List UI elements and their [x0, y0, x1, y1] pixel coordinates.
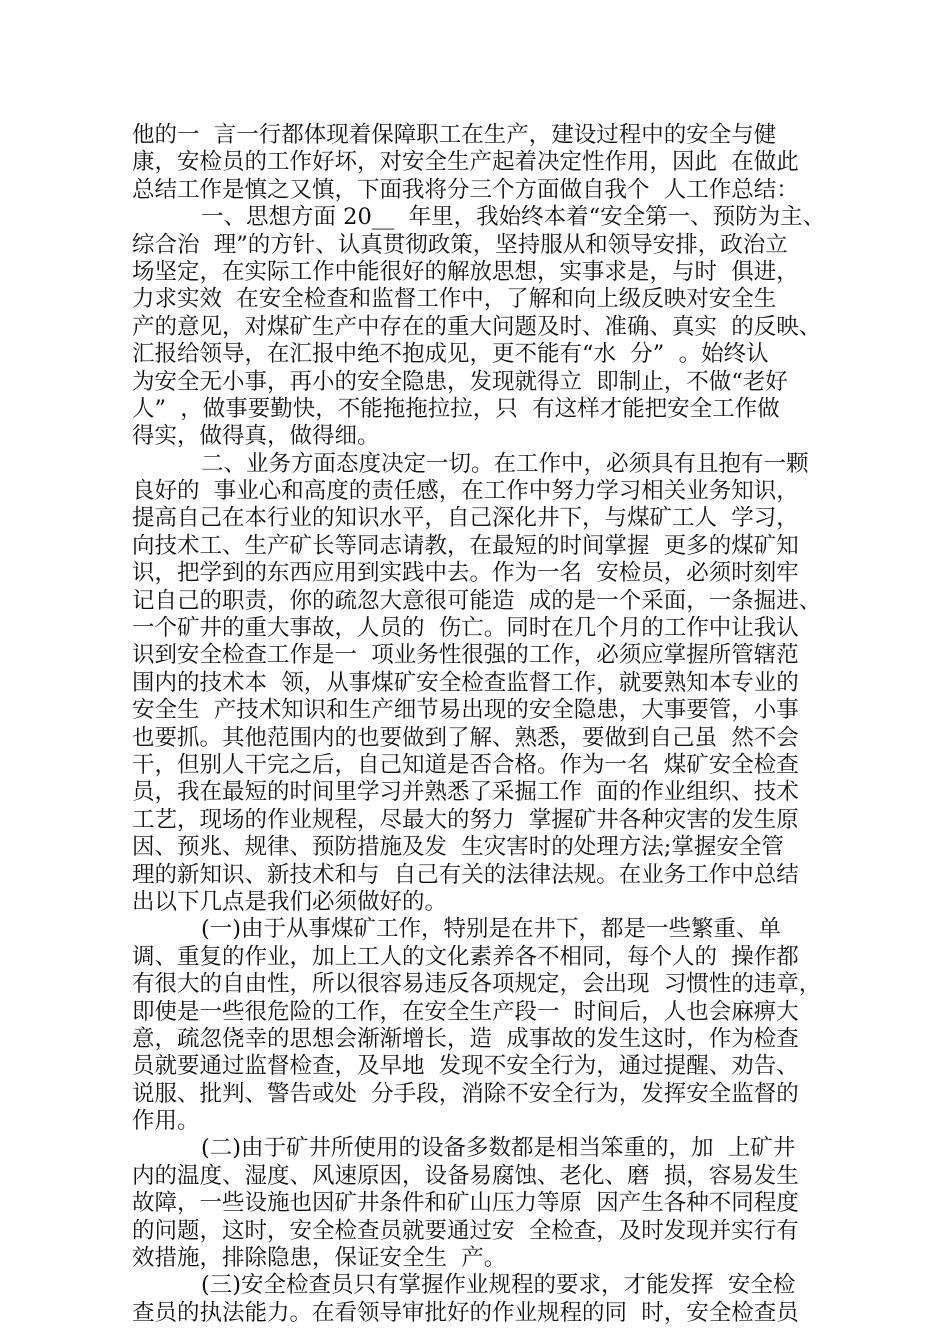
text-line: 的问题，这时，安全检查员就要通过安 全检查，及时发现并实行有 [132, 1217, 799, 1244]
text-line: 向技术工、生产矿长等同志请教，在最短的时间掌握 更多的煤矿知 [132, 532, 799, 559]
text-line: 内的温度、湿度、风速原因，设备易腐蚀、老化、磨 损，容易发生 [132, 1162, 799, 1189]
text-line: 安全生 产技术知识和生产细节易出现的安全隐患，大事要管，小事 [132, 697, 799, 724]
text-line: 效措施，排除隐患，保证安全生 产。 [132, 1245, 507, 1272]
paragraph-first-line: (三)安全检查员只有掌握作业规程的要求，才能发挥 安全检 [201, 1272, 796, 1299]
text-line: 工艺，现场的作业规程，尽最大的努力 掌握矿井各种灾害的发生原 [132, 806, 799, 833]
paragraph-first-line: 一、思想方面 20__ 年里，我始终本着“安全第一、预防为主、 [201, 204, 826, 231]
text-line: 有很大的自由性，所以很容易违反各项规定，会出现 习惯性的违章， [132, 971, 822, 998]
text-line: 也要抓。其他范围内的也要做到了解、熟悉，要做到自己虽 然不会 [132, 724, 799, 751]
document-body [132, 122, 826, 1327]
paragraph-first-line: (二)由于矿井所使用的设备多数都是相当笨重的，加 上矿井 [201, 1135, 796, 1162]
text-line: 查员的执法能力。在看领导审批好的作业规程的同 时，安全检查员 [132, 1299, 799, 1326]
text-line: 识，把学到的东西应用到实践中去。作为一名 安检员，必须时刻牢 [132, 560, 799, 587]
text-line: 员就要通过监督检查，及早地 发现不安全行为，通过提醒、劝告、 [132, 1053, 799, 1080]
text-line: 一个矿井的重大事故，人员的 伤亡。同时在几个月的工作中让我认 [132, 615, 799, 642]
text-line: 总结工作是慎之又慎，下面我将分三个方面做自我个 人工作总结： [132, 176, 799, 203]
text-line: 场坚定，在实际工作中能很好的解放思想，实事求是，与时 俱进， [132, 258, 799, 285]
text-line: 为安全无小事，再小的安全隐患，发现就得立 即制止，不做“老好 [132, 368, 788, 395]
text-line: 调、重复的作业，加上工人的文化素养各不相同，每个人的 操作都 [132, 943, 799, 970]
text-line: 员，我在最短的时间里学习并熟悉了采掘工作 面的作业组织、技术 [132, 779, 799, 806]
paragraph-first-line: (一)由于从事煤矿工作，特别是在井下，都是一些繁重、单 [201, 916, 782, 943]
text-line: 汇报给领导，在汇报中绝不抱成见，更不能有“水 分” 。始终认 [132, 341, 769, 368]
text-line: 得实，做得真，做得细。 [132, 423, 380, 450]
text-line: 良好的 事业心和高度的责任感，在工作中努力学习相关业务知识， [132, 478, 799, 505]
text-line: 识到安全检查工作是一 项业务性很强的工作，必须应掌握所管辖范 [132, 642, 799, 669]
text-line: 提高自己在本行业的知识水平，自己深化井下，与煤矿工人 学习， [132, 505, 799, 532]
text-line: 理的新知识、新技术和与 自己有关的法律法规。在业务工作中总结 [132, 861, 799, 888]
text-line: 围内的技术本 领，从事煤矿安全检查监督工作，就要熟知本专业的 [132, 669, 799, 696]
text-line: 作用。 [132, 1108, 200, 1135]
text-line: 意，疏忽侥幸的思想会渐渐增长，造 成事故的发生这时，作为检查 [132, 1025, 799, 1052]
text-line: 力求实效 在安全检查和监督工作中，了解和向上级反映对安全生 [132, 286, 777, 313]
text-line: 出以下几点是我们必须做好的。 [132, 888, 448, 915]
text-line: 人” ，做事要勤快，不能拖拖拉拉，只 有这样才能把安全工作做 [132, 395, 780, 422]
text-line: 即使是一些很危险的工作，在安全生产段一 时间后，人也会麻痹大 [132, 998, 799, 1025]
text-line: 干，但别人干完之后，自己知道是否合格。作为一名 煤矿安全检查 [132, 751, 799, 778]
text-line: 说服、批判、警告或处 分手段，消除不安全行为，发挥安全监督的 [132, 1080, 799, 1107]
text-line: 产的意见，对煤矿生产中存在的重大问题及时、准确、真实 的反映、 [132, 313, 822, 340]
text-line: 综合治 理”的方针、认真贯彻政策，坚持服从和领导安排，政治立 [132, 231, 788, 258]
text-line: 康，安检员的工作好坏，对安全生产起着决定性作用，因此 在做此 [132, 149, 799, 176]
paragraph-first-line: 二、业务方面态度决定一切。在工作中，必须具有且抱有一颗 [201, 450, 809, 477]
text-line: 记自己的职责，你的疏忽大意很可能造 成的是一个采面，一条掘进、 [132, 587, 822, 614]
text-line: 故障，一些设施也因矿井条件和矿山压力等原 因产生各种不同程度 [132, 1190, 799, 1217]
text-line: 因、预兆、规律、预防措施及发 生灾害时的处理方法;掌握安全管 [132, 834, 784, 861]
text-line: 他的一 言一行都体现着保障职工在生产，建设过程中的安全与健 [132, 122, 777, 148]
